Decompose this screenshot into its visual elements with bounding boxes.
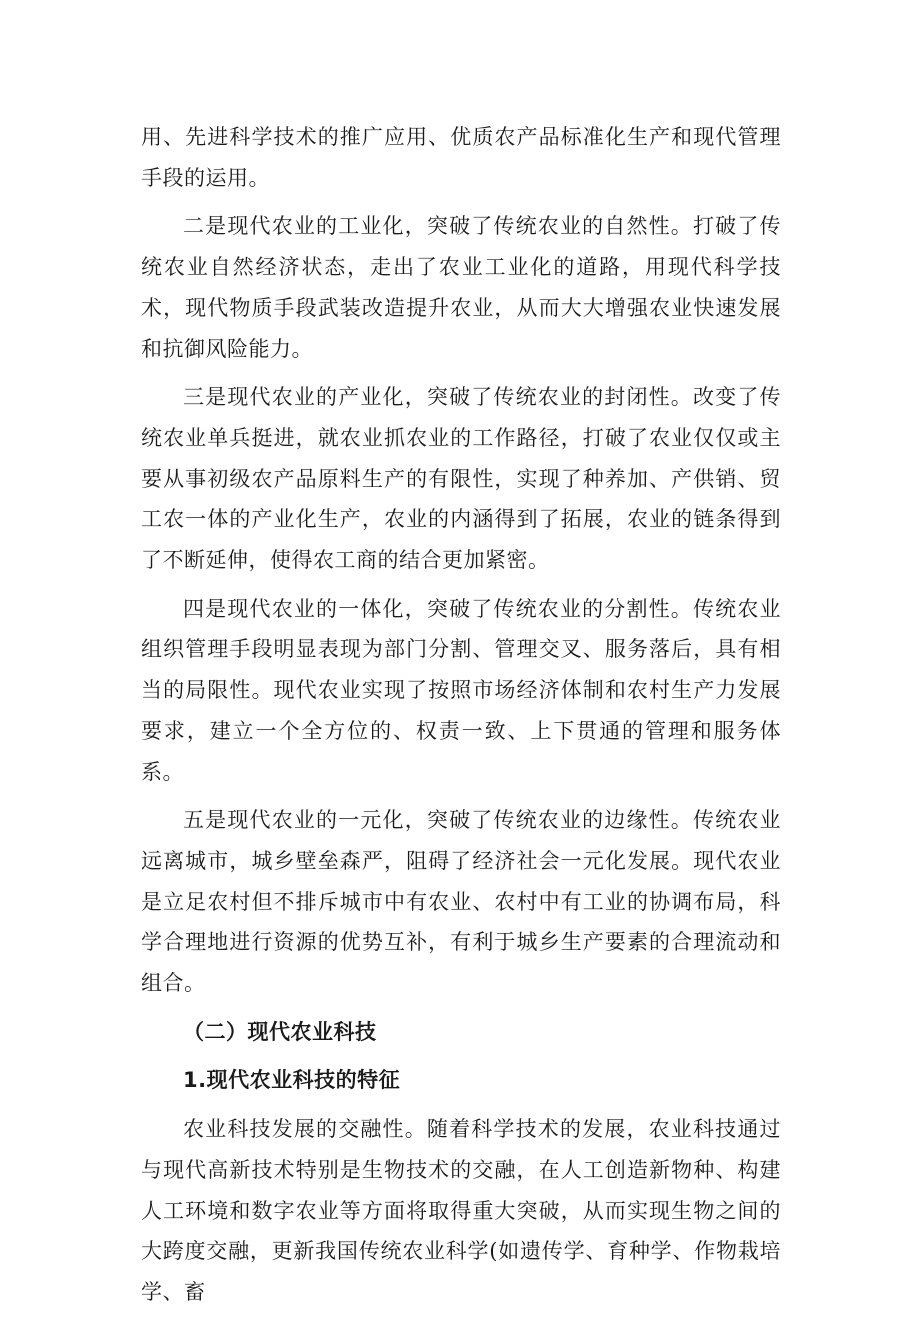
paragraph-continuation: 用、先进科学技术的推广应用、优质农产品标准化生产和现代管理手段的运用。 [141, 125, 781, 190]
paragraph-tech-fusion: 农业科技发展的交融性。随着科学技术的发展，农业科技通过与现代高新技术特别是生物技术的交融，在人工创造新物种、构建人工环境和数字农业等方面将取得重大突破，从而实现生物之间的大跨度交融，更新我国传统农业科学(如遗传学、育种学、作物栽培学、畜 [141, 1117, 781, 1304]
paragraph-integration: 四是现代农业的一体化，突破了传统农业的分割性。传统农业组织管理手段明显表现为部门分割、管理交叉、服务落后，具有相当的局限性。现代农业实现了按照市场经济体制和农村生产力发展要求，建立一个全方位的、权责一致、上下贯通的管理和服务体系。 [141, 596, 781, 784]
section-heading: （二）现代农业科技 [183, 1019, 377, 1044]
paragraph-industrialization: 二是现代农业的工业化，突破了传统农业的自然性。打破了传统农业自然经济状态，走出了农业工业化的道路，用现代科学技术，现代物质手段武装改造提升农业，从而大大增强农业快速发展和抗御风险能力。 [141, 214, 781, 361]
subsection-heading: 1.现代农业科技的特征 [183, 1068, 401, 1093]
document-body [141, 117, 781, 1321]
paragraph-industrial-chain: 三是现代农业的产业化，突破了传统农业的封闭性。改变了传统农业单兵挺进，就农业抓农业的工作路径，打破了农业仅仅或主要从事初级农产品原料生产的有限性，实现了种养加、产供销、贸工农一体的产业化生产，农业的内涵得到了拓展，农业的链条得到了不断延伸，使得农工商的结合更加紧密。 [141, 385, 781, 573]
paragraph-unification: 五是现代农业的一元化，突破了传统农业的边缘性。传统农业远离城市，城乡壁垒森严，阻碍了经济社会一元化发展。现代农业是立足农村但不排斥城市中有农业、农村中有工业的协调布局，科学合理地进行资源的优势互补，有利于城乡生产要素的合理流动和组合。 [141, 808, 781, 996]
